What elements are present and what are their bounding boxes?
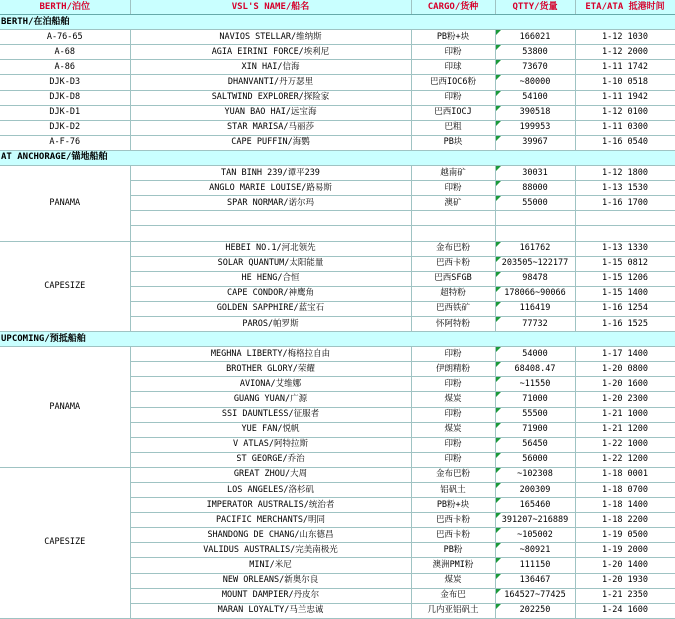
- quantity-cell: 200309: [495, 483, 575, 498]
- eta-cell: 1-21 1000: [575, 407, 675, 422]
- cargo-cell: 伊朗精粉: [411, 362, 495, 377]
- table-row: [0, 135, 675, 150]
- header-cargo: CARGO/货种: [411, 0, 495, 15]
- eta-cell: 1-22 1000: [575, 437, 675, 452]
- eta-cell: 1-18 0001: [575, 467, 675, 482]
- cargo-cell: 煤炭: [411, 422, 495, 437]
- berth-cell: A-F-76: [0, 135, 130, 150]
- quantity-cell: 73670: [495, 60, 575, 75]
- table-row: [0, 75, 675, 90]
- quantity-cell: 390518: [495, 105, 575, 120]
- vessel-name-cell: MINI/米尼: [130, 558, 411, 573]
- vessel-name-cell: PAROS/帕罗斯: [130, 316, 411, 331]
- eta-cell: 1-18 0700: [575, 483, 675, 498]
- table-row: [0, 166, 675, 181]
- vessel-name-cell: VALIDUS AUSTRALIS/完美南极光: [130, 543, 411, 558]
- vessel-class-cell: CAPESIZE: [0, 241, 130, 332]
- header-row: [0, 0, 675, 15]
- vessel-name-cell: GREAT ZHOU/大周: [130, 467, 411, 482]
- quantity-cell: 39967: [495, 135, 575, 150]
- berth-cell: DJK-D1: [0, 105, 130, 120]
- eta-cell: 1-10 0518: [575, 75, 675, 90]
- cargo-cell: 超特粉: [411, 286, 495, 301]
- eta-cell: 1-19 0500: [575, 528, 675, 543]
- vessel-name-cell: LOS ANGELES/洛杉矶: [130, 483, 411, 498]
- quantity-cell: 98478: [495, 271, 575, 286]
- quantity-cell: 116419: [495, 301, 575, 316]
- vessel-name-cell: SSI DAUNTLESS/征服者: [130, 407, 411, 422]
- cargo-cell: 印球: [411, 60, 495, 75]
- quantity-cell: 54000: [495, 347, 575, 362]
- cargo-cell: 印粉: [411, 407, 495, 422]
- vessel-class-cell: PANAMA: [0, 166, 130, 241]
- cargo-cell: 巴西卡粉: [411, 513, 495, 528]
- quantity-cell: 161762: [495, 241, 575, 256]
- quantity-cell: 165460: [495, 498, 575, 513]
- cargo-cell: 煤炭: [411, 392, 495, 407]
- eta-cell: 1-17 1400: [575, 347, 675, 362]
- cargo-cell: 煤炭: [411, 573, 495, 588]
- cargo-cell: 澳矿: [411, 196, 495, 211]
- vessel-name-cell: AVIONA/艾维娜: [130, 377, 411, 392]
- eta-cell: 1-18 2200: [575, 513, 675, 528]
- cargo-cell: [411, 226, 495, 241]
- quantity-cell: 71000: [495, 392, 575, 407]
- quantity-cell: 199953: [495, 120, 575, 135]
- quantity-cell: 56450: [495, 437, 575, 452]
- vessel-name-cell: BROTHER GLORY/荣耀: [130, 362, 411, 377]
- section-header-row: [0, 150, 675, 165]
- cargo-cell: 巴西IOC6粉: [411, 75, 495, 90]
- cargo-cell: PB粉: [411, 543, 495, 558]
- table-row: [0, 467, 675, 482]
- table-row: [0, 347, 675, 362]
- berth-cell: DJK-D3: [0, 75, 130, 90]
- cargo-cell: 印粉: [411, 437, 495, 452]
- vessel-name-cell: V ATLAS/阿特拉斯: [130, 437, 411, 452]
- quantity-cell: ~80000: [495, 75, 575, 90]
- vessel-name-cell: SPAR NORMAR/诺尔玛: [130, 196, 411, 211]
- quantity-cell: 30031: [495, 166, 575, 181]
- cargo-cell: 金布巴粉: [411, 467, 495, 482]
- vessel-name-cell: YUE FAN/悦帆: [130, 422, 411, 437]
- vessel-name-cell: PACIFIC MERCHANTS/明同: [130, 513, 411, 528]
- cargo-cell: PB粉+块: [411, 498, 495, 513]
- cargo-cell: 巴西SFGB: [411, 271, 495, 286]
- vessel-name-cell: HE HENG/合恒: [130, 271, 411, 286]
- quantity-cell: 164527~77425: [495, 588, 575, 603]
- quantity-cell: [495, 226, 575, 241]
- berth-cell: A-76-65: [0, 30, 130, 45]
- berth-cell: DJK-D8: [0, 90, 130, 105]
- berth-cell: A-68: [0, 45, 130, 60]
- cargo-cell: 巴西卡粉: [411, 528, 495, 543]
- quantity-cell: 77732: [495, 316, 575, 331]
- cargo-cell: 巴西卡粉: [411, 256, 495, 271]
- quantity-cell: [495, 211, 575, 226]
- vessel-name-cell: SHANDONG DE CHANG/山东德昌: [130, 528, 411, 543]
- vessel-name-cell: MOUNT DAMPIER/丹皮尔: [130, 588, 411, 603]
- vessel-name-cell: [130, 226, 411, 241]
- vessel-name-cell: MEGHNA LIBERTY/梅格拉自由: [130, 347, 411, 362]
- table-row: [0, 241, 675, 256]
- quantity-cell: 53800: [495, 45, 575, 60]
- vessel-name-cell: CAPE CONDOR/神鹰角: [130, 286, 411, 301]
- table-row: [0, 120, 675, 135]
- eta-cell: 1-19 2000: [575, 543, 675, 558]
- vessel-name-cell: SALTWIND EXPLORER/探险家: [130, 90, 411, 105]
- quantity-cell: 136467: [495, 573, 575, 588]
- cargo-cell: [411, 211, 495, 226]
- eta-cell: 1-16 0540: [575, 135, 675, 150]
- berth-cell: A-86: [0, 60, 130, 75]
- quantity-cell: 54100: [495, 90, 575, 105]
- eta-cell: 1-20 1600: [575, 377, 675, 392]
- eta-cell: 1-13 1330: [575, 241, 675, 256]
- vessel-name-cell: AGIA EIRINI FORCE/埃利尼: [130, 45, 411, 60]
- vessel-name-cell: IMPERATOR AUSTRALIS/统治者: [130, 498, 411, 513]
- quantity-cell: 56000: [495, 452, 575, 467]
- eta-cell: [575, 211, 675, 226]
- vessel-class-cell: CAPESIZE: [0, 467, 130, 618]
- cargo-cell: 巴粗: [411, 120, 495, 135]
- quantity-cell: ~80921: [495, 543, 575, 558]
- eta-cell: 1-24 1600: [575, 603, 675, 618]
- quantity-cell: 68408.47: [495, 362, 575, 377]
- cargo-cell: 澳洲PMI粉: [411, 558, 495, 573]
- quantity-cell: 111150: [495, 558, 575, 573]
- table-row: [0, 30, 675, 45]
- cargo-cell: 印粉: [411, 45, 495, 60]
- cargo-cell: 铝矾土: [411, 483, 495, 498]
- cargo-cell: 几内亚铝矾土: [411, 603, 495, 618]
- vessel-name-cell: XIN HAI/信海: [130, 60, 411, 75]
- eta-cell: 1-12 1800: [575, 166, 675, 181]
- eta-cell: 1-20 1400: [575, 558, 675, 573]
- quantity-cell: 55500: [495, 407, 575, 422]
- quantity-cell: 88000: [495, 181, 575, 196]
- quantity-cell: 71900: [495, 422, 575, 437]
- vessel-class-cell: PANAMA: [0, 347, 130, 468]
- table-row: [0, 90, 675, 105]
- eta-cell: 1-11 1942: [575, 90, 675, 105]
- quantity-cell: 202250: [495, 603, 575, 618]
- eta-cell: 1-12 1030: [575, 30, 675, 45]
- cargo-cell: 印粉: [411, 347, 495, 362]
- header-berth: BERTH/泊位: [0, 0, 130, 15]
- cargo-cell: 越南矿: [411, 166, 495, 181]
- cargo-cell: 印粉: [411, 181, 495, 196]
- section-header-row: [0, 15, 675, 30]
- eta-cell: 1-22 1200: [575, 452, 675, 467]
- vessel-name-cell: STAR MARISA/马丽莎: [130, 120, 411, 135]
- eta-cell: 1-12 0100: [575, 105, 675, 120]
- quantity-cell: ~105002: [495, 528, 575, 543]
- header-quantity: QTTY/货量: [495, 0, 575, 15]
- cargo-cell: PB块: [411, 135, 495, 150]
- vessel-name-cell: ST GEORGE/乔治: [130, 452, 411, 467]
- header-vessel-name: VSL'S NAME/船名: [130, 0, 411, 15]
- cargo-cell: 金布巴: [411, 588, 495, 603]
- eta-cell: 1-16 1525: [575, 316, 675, 331]
- eta-cell: 1-18 1400: [575, 498, 675, 513]
- eta-cell: 1-12 2000: [575, 45, 675, 60]
- section-header-row: [0, 332, 675, 347]
- vessel-name-cell: TAN BINH 239/谭平239: [130, 166, 411, 181]
- vessel-name-cell: SOLAR QUANTUM/太阳能量: [130, 256, 411, 271]
- section-title: UPCOMING/预抵船舶: [0, 332, 675, 347]
- section-title: BERTH/在泊船舶: [0, 15, 675, 30]
- eta-cell: 1-20 1930: [575, 573, 675, 588]
- table-row: [0, 105, 675, 120]
- cargo-cell: PB粉+块: [411, 30, 495, 45]
- header-eta: ETA/ATA 抵港时间: [575, 0, 675, 15]
- vessel-name-cell: DHANVANTI/丹万瑟里: [130, 75, 411, 90]
- quantity-cell: 178066~90066: [495, 286, 575, 301]
- quantity-cell: 391207~216889: [495, 513, 575, 528]
- cargo-cell: 怀阿特粉: [411, 316, 495, 331]
- vessel-name-cell: NAVIOS STELLAR/维纳斯: [130, 30, 411, 45]
- table-row: [0, 45, 675, 60]
- cargo-cell: 巴西IOCJ: [411, 105, 495, 120]
- eta-cell: 1-11 1742: [575, 60, 675, 75]
- eta-cell: 1-16 1254: [575, 301, 675, 316]
- berth-cell: DJK-D2: [0, 120, 130, 135]
- eta-cell: 1-20 0800: [575, 362, 675, 377]
- eta-cell: 1-13 1530: [575, 181, 675, 196]
- vessel-name-cell: HEBEI NO.1/河北领先: [130, 241, 411, 256]
- quantity-cell: 166021: [495, 30, 575, 45]
- vessel-name-cell: GUANG YUAN/广源: [130, 392, 411, 407]
- vessel-name-cell: NEW ORLEANS/新奥尔良: [130, 573, 411, 588]
- eta-cell: 1-21 1200: [575, 422, 675, 437]
- vessel-name-cell: ANGLO MARIE LOUISE/路易斯: [130, 181, 411, 196]
- table-row: [0, 60, 675, 75]
- cargo-cell: 金布巴粉: [411, 241, 495, 256]
- vessel-name-cell: [130, 211, 411, 226]
- vessel-name-cell: CAPE PUFFIN/海鹦: [130, 135, 411, 150]
- cargo-cell: 印粉: [411, 452, 495, 467]
- eta-cell: 1-15 0812: [575, 256, 675, 271]
- eta-cell: 1-20 2300: [575, 392, 675, 407]
- quantity-cell: 55000: [495, 196, 575, 211]
- quantity-cell: ~102308: [495, 467, 575, 482]
- vessel-name-cell: GOLDEN SAPPHIRE/蓝宝石: [130, 301, 411, 316]
- eta-cell: [575, 226, 675, 241]
- eta-cell: 1-16 1700: [575, 196, 675, 211]
- eta-cell: 1-21 2350: [575, 588, 675, 603]
- quantity-cell: 203505~122177: [495, 256, 575, 271]
- eta-cell: 1-15 1206: [575, 271, 675, 286]
- cargo-cell: 印粉: [411, 90, 495, 105]
- quantity-cell: ~11550: [495, 377, 575, 392]
- eta-cell: 1-11 0300: [575, 120, 675, 135]
- eta-cell: 1-15 1400: [575, 286, 675, 301]
- cargo-cell: 巴西铁矿: [411, 301, 495, 316]
- vessel-name-cell: YUAN BAO HAI/远宝海: [130, 105, 411, 120]
- section-title: AT ANCHORAGE/锚地船舶: [0, 150, 675, 165]
- cargo-cell: 印粉: [411, 377, 495, 392]
- vessel-name-cell: MARAN LOYALTY/马兰忠诚: [130, 603, 411, 618]
